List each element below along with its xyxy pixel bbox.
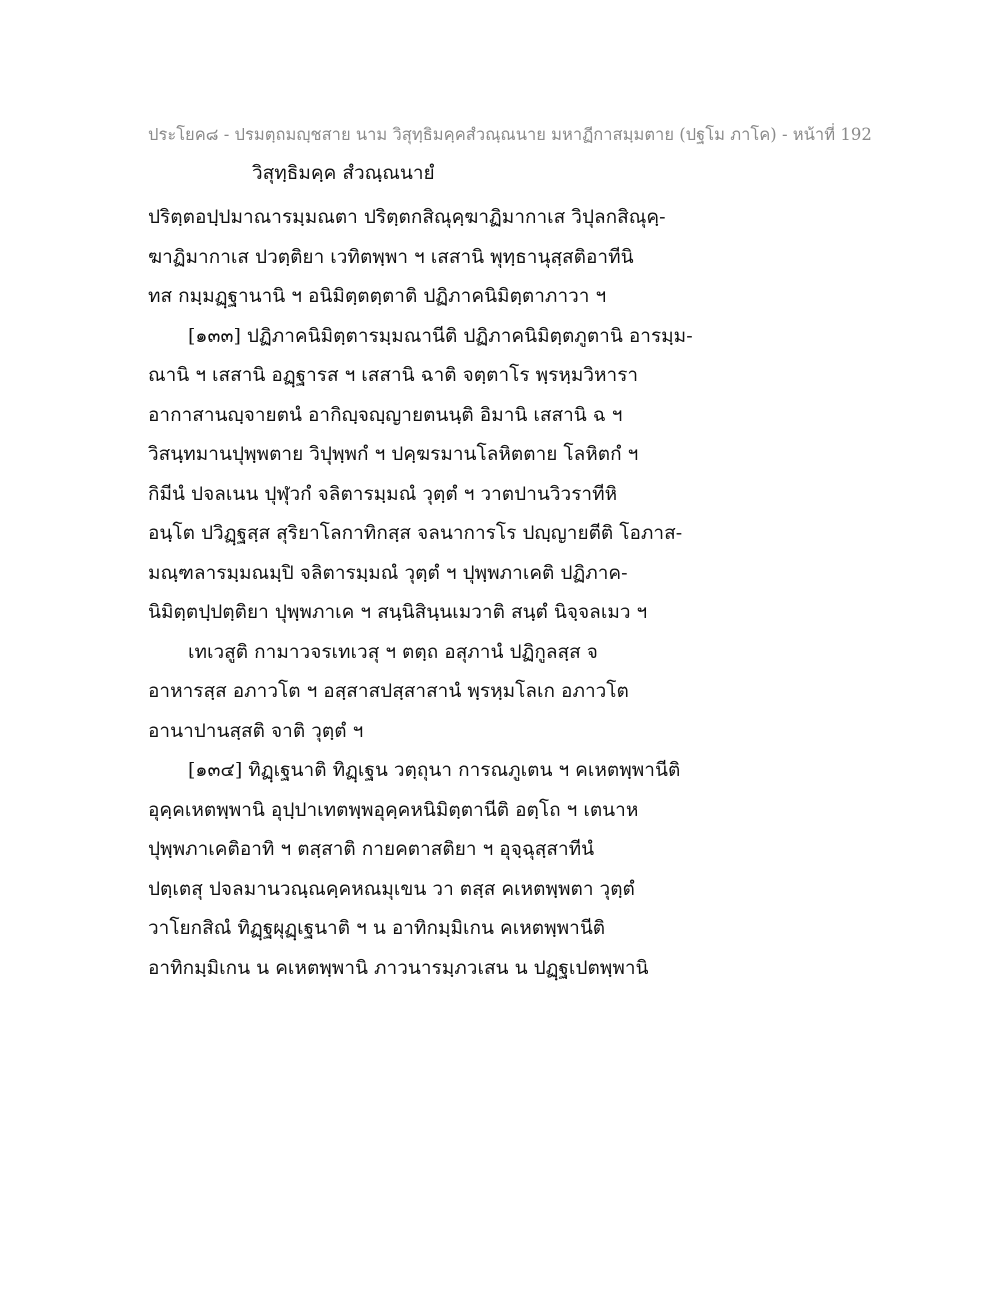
text-line: ปริตฺตอปฺปมาณารมฺมณตา ปริตฺตกสิณุคฺฆาฏิมากาเส วิปุลกสิณุคฺ- <box>148 206 666 228</box>
running-header: ประโยค๘ - ปรมตฺถมญฺชสาย นาม วิสุทฺธิมคฺคสํวณฺณนาย มหาฏีกาสมฺมตาย (ปฐโม ภาโค) - หน้าที่ 192 <box>148 125 872 144</box>
text-line: กิมีนํ ปจลเนน ปุฬุวกํ จลิตารมฺมณํ วุตฺตํ ฯ วาตปานวิวราทีหิ <box>148 482 618 505</box>
text-line: วาโยกสิณํ ทิฏฺฐผุฏฺเฐนาติ ฯ น อาทิกมฺมิเกน คเหตพฺพานีติ <box>148 917 606 939</box>
text-line: ฆาฏิมากาเส ปวตฺติยา เวทิตพฺพา ฯ เสสานิ พุทฺธานุสฺสติอาทีนิ <box>148 245 634 268</box>
text-line: [๑๓๔] ทิฏฺเฐนาติ ทิฏฺเฐน วตฺถุนา การณภูเตน ฯ คเหตพฺพานีติ <box>188 759 681 781</box>
text-line: ณานิ ฯ เสสานิ อฏฺฐารส ฯ เสสานิ ฉาติ จตฺตาโร พฺรหฺมวิหารา <box>148 364 639 386</box>
text-line: เทเวสูติ กามาวจรเทเวสุ ฯ ตตฺถ อสุภานํ ปฏิกูลสฺส จ <box>188 640 598 663</box>
document-title: วิสุทฺธิมคฺค สํวณฺณนายํ <box>252 162 435 184</box>
text-line: อาทิกมฺมิเกน น คเหตพฺพานิ ภาวนารมฺภวเสน น ปฏฺฐเปตพฺพานิ <box>148 956 649 979</box>
body-text <box>148 198 848 988</box>
text-line: ปุพฺพภาเคติอาทิ ฯ ตสฺสาติ กายคตาสติยา ฯ อุจฺฉุสฺสาทีนํ <box>148 838 595 860</box>
text-line: วิสนฺทมานปุพฺพตาย วิปุพฺพกํ ฯ ปคฺฆรมานโลหิตตาย โลหิตกํ ฯ <box>148 443 639 465</box>
text-line: อุคฺคเหตพฺพานิ อุปฺปาเทตพฺพอุคฺคหนิมิตฺตานีติ อตฺโถ ฯ เตนาห <box>148 798 639 821</box>
text-line: อานาปานสฺสติ จาติ วุตฺตํ ฯ <box>148 719 364 742</box>
text-line: อาหารสฺส อภาวโต ฯ อสฺสาสปสฺสาสานํ พฺรหฺมโลเก อภาวโต <box>148 680 629 702</box>
text-line: อนฺโต ปวิฏฺฐสฺส สุริยาโลกาทิกสฺส จลนาการโร ปญฺญายตีติ โอภาส- <box>148 522 683 544</box>
text-line: ปตฺเตสุ ปจลมานวณฺณคฺคหณมุเขน วา ตสฺส คเหตพฺพตา วุตฺตํ <box>148 877 635 900</box>
text-line: ทส กมฺมฏฺฐานานิ ฯ อนิมิตฺตตฺตาติ ปฏิภาคนิมิตฺตาภาวา ฯ <box>148 285 607 307</box>
text-line: อากาสานญฺจายตนํ อากิญฺจญฺญายตนนฺติ อิมานิ เสสานิ ฉ ฯ <box>148 403 623 426</box>
text-line: นิมิตฺตปฺปตฺติยา ปุพฺพภาเค ฯ สนฺนิสินฺนเมวาติ สนฺตํ นิจฺจลเมว ฯ <box>148 601 648 623</box>
text-line: มณฺฑลารมฺมณมฺปิ จลิตารมฺมณํ วุตฺตํ ฯ ปุพฺพภาเคติ ปฏิภาค- <box>148 561 628 584</box>
text-line: [๑๓๓] ปฏิภาคนิมิตฺตารมฺมณานีติ ปฏิภาคนิมิตฺตภูตานิ อารมฺม- <box>188 324 693 347</box>
